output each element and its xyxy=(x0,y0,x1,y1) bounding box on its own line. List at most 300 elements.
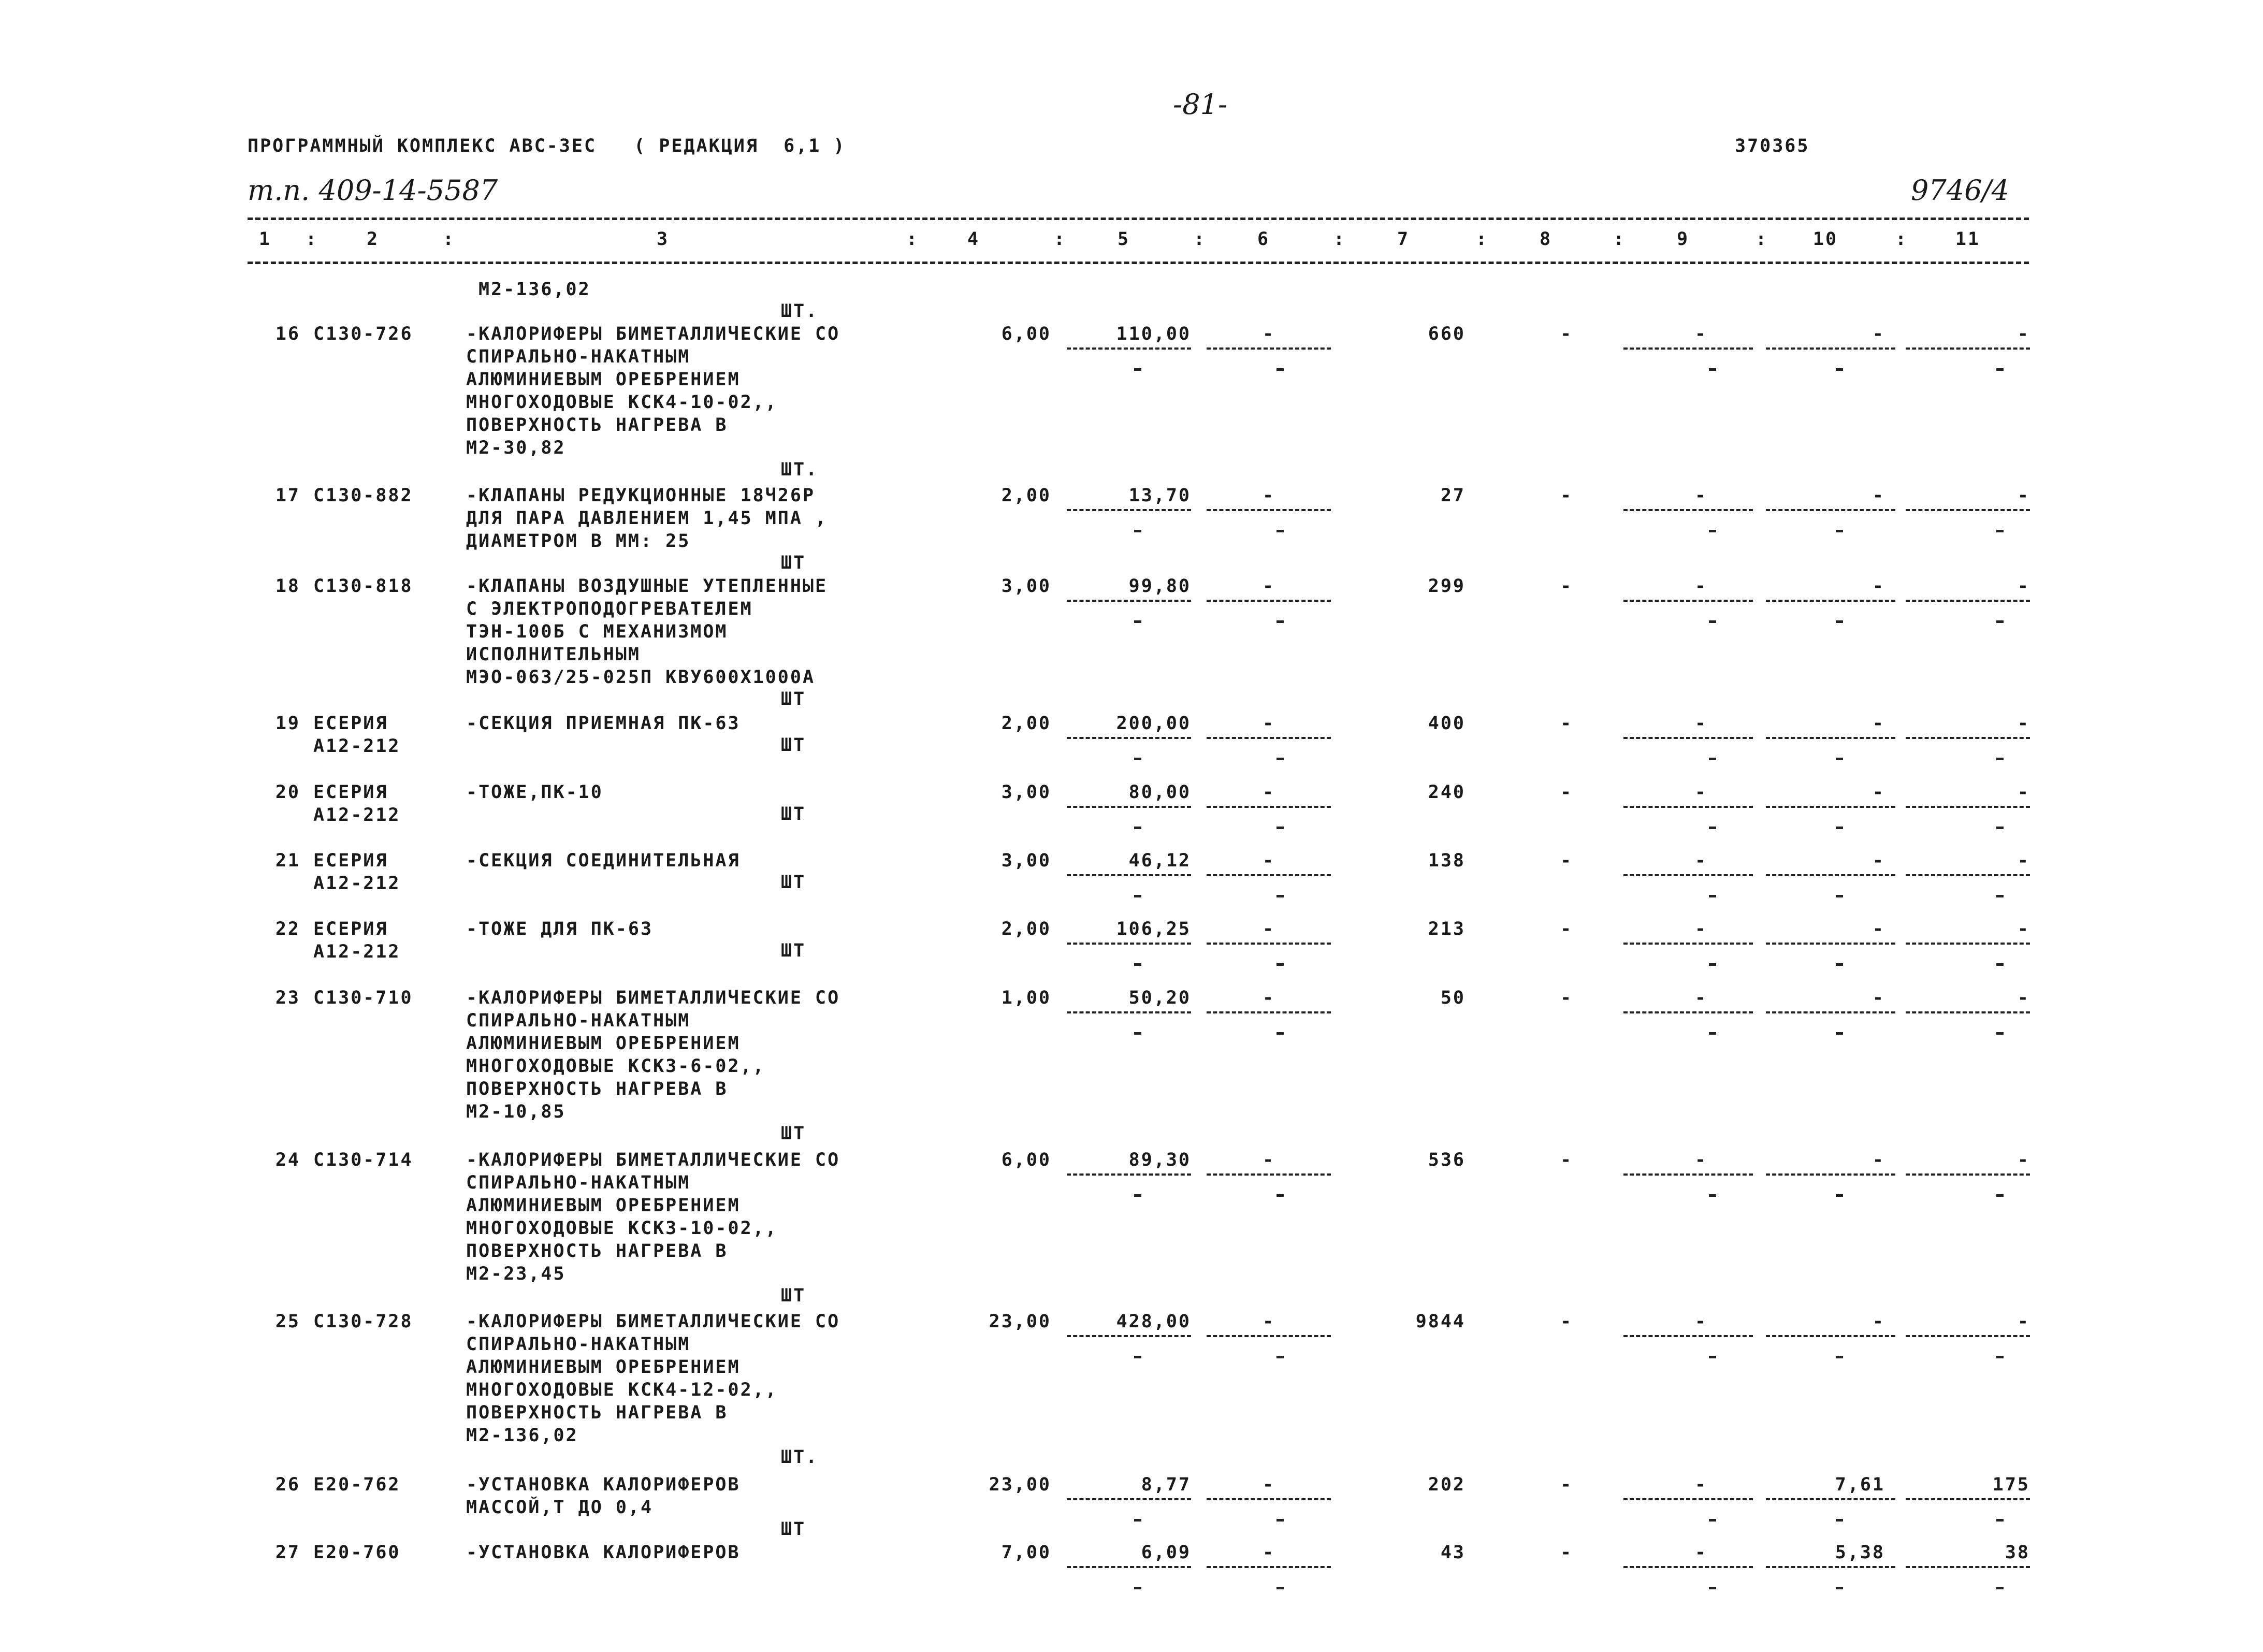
sub-rule xyxy=(1623,737,1753,739)
unit-of-measure: ШТ xyxy=(781,735,806,756)
col9-value: - xyxy=(1694,782,1708,803)
item-code: С130-710 xyxy=(313,988,413,1008)
dash-mark xyxy=(1709,1356,1716,1358)
item-description: М2-23,45 xyxy=(466,1264,566,1284)
carry-over-text: М2-136,02 xyxy=(478,279,591,300)
sub-rule xyxy=(1906,1335,2030,1337)
row-number: 20 xyxy=(275,782,300,803)
total-cost: 43 xyxy=(1440,1542,1466,1563)
dash-mark xyxy=(1996,1356,2004,1358)
item-description: СПИРАЛЬНО-НАКАТНЫМ xyxy=(466,1334,691,1355)
item-description: МАССОЙ,Т ДО 0,4 xyxy=(466,1497,654,1518)
dash-mark xyxy=(1709,620,1716,623)
quantity: 3,00 xyxy=(1001,850,1051,871)
sub-rule xyxy=(1906,1566,2030,1568)
item-description: -КЛАПАНЫ РЕДУКЦИОННЫЕ 18Ч26Р xyxy=(466,485,816,506)
dash-mark xyxy=(1276,827,1284,829)
col6-value: - xyxy=(1262,324,1275,344)
col8-value: - xyxy=(1560,919,1573,939)
col8-value: - xyxy=(1560,1474,1573,1495)
item-code: Е20-760 xyxy=(313,1542,401,1563)
sub-rule xyxy=(1207,1173,1331,1176)
total-cost: 27 xyxy=(1440,485,1466,506)
col8-value: - xyxy=(1560,485,1573,506)
quantity: 2,00 xyxy=(1001,713,1051,734)
col8-value: - xyxy=(1560,782,1573,803)
dash-mark xyxy=(1276,1194,1284,1197)
sub-rule xyxy=(1067,1498,1191,1500)
sub-rule xyxy=(1207,806,1331,808)
col11-value: - xyxy=(2017,1150,2030,1170)
total-cost: 400 xyxy=(1428,713,1466,734)
item-code: А12-212 xyxy=(313,736,401,757)
dash-mark xyxy=(1996,530,2004,532)
dash-mark xyxy=(1996,368,2004,371)
sub-rule xyxy=(1906,509,2030,511)
dash-mark xyxy=(1996,1032,2004,1035)
col6-value: - xyxy=(1262,782,1275,803)
col8-value: - xyxy=(1560,988,1573,1008)
item-description: -СЕКЦИЯ СОЕДИНИТЕЛЬНАЯ xyxy=(466,850,741,871)
dash-mark xyxy=(1836,620,1843,623)
column-separator: : xyxy=(306,229,318,250)
col6-value: - xyxy=(1262,1311,1275,1332)
col9-value: - xyxy=(1694,850,1708,871)
unit-of-measure: ШТ. xyxy=(781,459,819,480)
unit-of-measure: ШТ. xyxy=(781,1447,819,1468)
sub-rule xyxy=(1623,1011,1753,1013)
dash-mark xyxy=(1836,1519,1843,1521)
total-cost: 240 xyxy=(1428,782,1466,803)
unit-price: 8,77 xyxy=(1141,1474,1191,1495)
row-number: 16 xyxy=(275,324,300,344)
unit-price: 106,25 xyxy=(1116,919,1191,939)
dash-mark xyxy=(1836,827,1843,829)
column-header-4: 4 xyxy=(967,229,980,250)
dash-mark xyxy=(1134,368,1141,371)
col11-value: - xyxy=(2017,919,2030,939)
item-description: МНОГОХОДОВЫЕ КСК3-10-02,, xyxy=(466,1218,778,1239)
item-description: МЭО-063/25-025П КВУ600Х1000А xyxy=(466,667,816,688)
item-description: -КАЛОРИФЕРЫ БИМЕТАЛЛИЧЕСКИЕ СО xyxy=(466,1150,840,1170)
column-header-8: 8 xyxy=(1539,229,1553,250)
col9-value: - xyxy=(1694,1542,1708,1563)
item-description: ПОВЕРХНОСТЬ НАГРЕВА В xyxy=(466,415,728,436)
dash-mark xyxy=(1134,1587,1141,1589)
item-description: -КАЛОРИФЕРЫ БИМЕТАЛЛИЧЕСКИЕ СО xyxy=(466,988,840,1008)
column-header-6: 6 xyxy=(1257,229,1270,250)
unit-price: 50,20 xyxy=(1128,988,1191,1008)
item-description: ПОВЕРХНОСТЬ НАГРЕВА В xyxy=(466,1241,728,1262)
dash-mark xyxy=(1134,1519,1141,1521)
sheet-reference: 9746/4 xyxy=(1911,174,2009,207)
col8-value: - xyxy=(1560,1542,1573,1563)
column-header-3: 3 xyxy=(656,229,670,250)
sub-rule xyxy=(1766,737,1895,739)
sub-rule xyxy=(1766,1566,1895,1568)
quantity: 6,00 xyxy=(1001,324,1051,344)
dash-mark xyxy=(1996,1587,2004,1589)
total-cost: 660 xyxy=(1428,324,1466,344)
dash-mark xyxy=(1709,758,1716,760)
total-cost: 50 xyxy=(1440,988,1466,1008)
dash-mark xyxy=(1836,1587,1843,1589)
dash-mark xyxy=(1709,895,1716,897)
column-header-7: 7 xyxy=(1397,229,1410,250)
quantity: 2,00 xyxy=(1001,485,1051,506)
unit-of-measure: ШТ xyxy=(781,553,806,573)
row-number: 27 xyxy=(275,1542,300,1563)
unit-of-measure: ШТ xyxy=(781,804,806,824)
unit-of-measure: ШТ xyxy=(781,689,806,709)
dash-mark xyxy=(1276,895,1284,897)
dash-mark xyxy=(1996,620,2004,623)
sub-rule xyxy=(1766,806,1895,808)
unit-of-measure: ШТ xyxy=(781,940,806,961)
col11-value: - xyxy=(2017,324,2030,344)
col9-value: - xyxy=(1694,1474,1708,1495)
item-description: ДИАМЕТРОМ В ММ: 25 xyxy=(466,531,691,552)
col6-value: - xyxy=(1262,1474,1275,1495)
row-number: 21 xyxy=(275,850,300,871)
col6-value: - xyxy=(1262,988,1275,1008)
sub-rule xyxy=(1067,1566,1191,1568)
item-code: ЕСЕРИЯ xyxy=(313,850,388,871)
dash-mark xyxy=(1276,963,1284,966)
item-code: А12-212 xyxy=(313,873,401,894)
header-bottom-rule xyxy=(248,262,2029,264)
column-separator: : xyxy=(1476,229,1489,250)
item-description: М2-136,02 xyxy=(466,1425,578,1446)
row-number: 19 xyxy=(275,713,300,734)
program-title: ПРОГРАММНЫЙ КОМПЛЕКС АВС-3ЕС ( РЕДАКЦИЯ 6,1 ) xyxy=(248,136,846,156)
item-description: АЛЮМИНИЕВЫМ ОРЕБРЕНИЕМ xyxy=(466,1195,741,1216)
quantity: 23,00 xyxy=(989,1474,1051,1495)
item-code: С130-728 xyxy=(313,1311,413,1332)
col9-value: - xyxy=(1694,713,1708,734)
col9-value: - xyxy=(1694,324,1708,344)
item-description: ДЛЯ ПАРА ДАВЛЕНИЕМ 1,45 МПА , xyxy=(466,508,828,529)
col9-value: - xyxy=(1694,988,1708,1008)
dash-mark xyxy=(1276,530,1284,532)
column-separator: : xyxy=(906,229,919,250)
dash-mark xyxy=(1134,1194,1141,1197)
col8-value: - xyxy=(1560,324,1573,344)
unit-of-measure: ШТ xyxy=(781,1285,806,1306)
unit-price: 6,09 xyxy=(1141,1542,1191,1563)
item-description: СПИРАЛЬНО-НАКАТНЫМ xyxy=(466,1172,691,1193)
col6-value: - xyxy=(1262,1542,1275,1563)
dash-mark xyxy=(1996,963,2004,966)
item-description: ПОВЕРХНОСТЬ НАГРЕВА В xyxy=(466,1402,728,1423)
sub-rule xyxy=(1766,1011,1895,1013)
col10-value: 7,61 xyxy=(1835,1474,1885,1495)
sub-rule xyxy=(1067,347,1191,350)
col6-value: - xyxy=(1262,919,1275,939)
sub-rule xyxy=(1623,347,1753,350)
item-code: А12-212 xyxy=(313,941,401,962)
quantity: 3,00 xyxy=(1001,576,1051,597)
dash-mark xyxy=(1836,1356,1843,1358)
column-separator: : xyxy=(1613,229,1626,250)
sub-rule xyxy=(1906,600,2030,602)
col10-value: 5,38 xyxy=(1835,1542,1885,1563)
item-code: ЕСЕРИЯ xyxy=(313,919,388,939)
dash-mark xyxy=(1709,1519,1716,1521)
sub-rule xyxy=(1766,874,1895,876)
sub-rule xyxy=(1906,806,2030,808)
sub-rule xyxy=(1623,600,1753,602)
dash-mark xyxy=(1996,1194,2004,1197)
project-reference: т.п. 409-14-5587 xyxy=(248,174,498,207)
dash-mark xyxy=(1276,1587,1284,1589)
sub-rule xyxy=(1766,600,1895,602)
dash-mark xyxy=(1709,1194,1716,1197)
sub-rule xyxy=(1766,1335,1895,1337)
col10-value: - xyxy=(1872,1150,1885,1170)
sub-rule xyxy=(1623,806,1753,808)
col9-value: - xyxy=(1694,1311,1708,1332)
row-number: 22 xyxy=(275,919,300,939)
col11-value: 38 xyxy=(2005,1542,2030,1563)
sub-rule xyxy=(1067,1335,1191,1337)
item-code: А12-212 xyxy=(313,805,401,825)
item-description: -КАЛОРИФЕРЫ БИМЕТАЛЛИЧЕСКИЕ СО xyxy=(466,1311,840,1332)
col6-value: - xyxy=(1262,576,1275,597)
sub-rule xyxy=(1207,1498,1331,1500)
dash-mark xyxy=(1134,1032,1141,1035)
col11-value: - xyxy=(2017,485,2030,506)
sub-rule xyxy=(1766,943,1895,945)
dash-mark xyxy=(1836,1032,1843,1035)
col9-value: - xyxy=(1694,1150,1708,1170)
col11-value: - xyxy=(2017,576,2030,597)
item-code: Е20-762 xyxy=(313,1474,401,1495)
sub-rule xyxy=(1623,1335,1753,1337)
col10-value: - xyxy=(1872,782,1885,803)
carry-over-unit: ШТ. xyxy=(781,301,819,322)
column-separator: : xyxy=(1756,229,1768,250)
dash-mark xyxy=(1276,1032,1284,1035)
sub-rule xyxy=(1906,874,2030,876)
unit-price: 428,00 xyxy=(1116,1311,1191,1332)
quantity: 23,00 xyxy=(989,1311,1051,1332)
unit-price: 99,80 xyxy=(1128,576,1191,597)
row-number: 18 xyxy=(275,576,300,597)
item-description: -УСТАНОВКА КАЛОРИФЕРОВ xyxy=(466,1474,741,1495)
col11-value: - xyxy=(2017,1311,2030,1332)
page-number: -81- xyxy=(1173,88,1228,121)
col8-value: - xyxy=(1560,1150,1573,1170)
row-number: 23 xyxy=(275,988,300,1008)
col10-value: - xyxy=(1872,713,1885,734)
unit-of-measure: ШТ xyxy=(781,1519,806,1540)
quantity: 2,00 xyxy=(1001,919,1051,939)
col10-value: - xyxy=(1872,850,1885,871)
dash-mark xyxy=(1276,1519,1284,1521)
dash-mark xyxy=(1996,758,2004,760)
dash-mark xyxy=(1709,963,1716,966)
unit-of-measure: ШТ xyxy=(781,872,806,893)
quantity: 6,00 xyxy=(1001,1150,1051,1170)
dash-mark xyxy=(1709,1032,1716,1035)
sub-rule xyxy=(1207,347,1331,350)
dash-mark xyxy=(1836,895,1843,897)
item-description: МНОГОХОДОВЫЕ КСК4-10-02,, xyxy=(466,392,778,413)
document-code: 370365 xyxy=(1735,136,1810,156)
item-code: С130-818 xyxy=(313,576,413,597)
sub-rule xyxy=(1906,737,2030,739)
dash-mark xyxy=(1276,1356,1284,1358)
sub-rule xyxy=(1766,1173,1895,1176)
unit-price: 110,00 xyxy=(1116,324,1191,344)
col10-value: - xyxy=(1872,576,1885,597)
total-cost: 213 xyxy=(1428,919,1466,939)
col10-value: - xyxy=(1872,485,1885,506)
item-description: -УСТАНОВКА КАЛОРИФЕРОВ xyxy=(466,1542,741,1563)
dash-mark xyxy=(1276,620,1284,623)
column-header-1: 1 xyxy=(258,229,272,250)
dash-mark xyxy=(1276,368,1284,371)
item-code: ЕСЕРИЯ xyxy=(313,782,388,803)
item-code: С130-714 xyxy=(313,1150,413,1170)
column-header-5: 5 xyxy=(1117,229,1130,250)
sub-rule xyxy=(1207,600,1331,602)
sub-rule xyxy=(1623,943,1753,945)
item-description: МНОГОХОДОВЫЕ КСК3-6-02,, xyxy=(466,1056,765,1077)
dash-mark xyxy=(1276,758,1284,760)
column-separator: : xyxy=(1054,229,1067,250)
total-cost: 299 xyxy=(1428,576,1466,597)
dash-mark xyxy=(1836,758,1843,760)
unit-price: 80,00 xyxy=(1128,782,1191,803)
sub-rule xyxy=(1623,509,1753,511)
dash-mark xyxy=(1134,895,1141,897)
unit-price: 89,30 xyxy=(1128,1150,1191,1170)
item-description: -СЕКЦИЯ ПРИЕМНАЯ ПК-63 xyxy=(466,713,741,734)
sub-rule xyxy=(1067,1011,1191,1013)
column-header-2: 2 xyxy=(366,229,380,250)
col6-value: - xyxy=(1262,713,1275,734)
sub-rule xyxy=(1906,1173,2030,1176)
col8-value: - xyxy=(1560,850,1573,871)
sub-rule xyxy=(1766,1498,1895,1500)
sub-rule xyxy=(1067,600,1191,602)
total-cost: 536 xyxy=(1428,1150,1466,1170)
sub-rule xyxy=(1766,509,1895,511)
sub-rule xyxy=(1766,347,1895,350)
column-separator: : xyxy=(1895,229,1908,250)
sub-rule xyxy=(1623,1498,1753,1500)
col10-value: - xyxy=(1872,988,1885,1008)
header-top-rule xyxy=(248,218,2029,220)
sub-rule xyxy=(1207,737,1331,739)
dash-mark xyxy=(1836,963,1843,966)
sub-rule xyxy=(1906,943,2030,945)
dash-mark xyxy=(1836,1194,1843,1197)
sub-rule xyxy=(1207,1011,1331,1013)
quantity: 1,00 xyxy=(1001,988,1051,1008)
sub-rule xyxy=(1207,943,1331,945)
sub-rule xyxy=(1906,1498,2030,1500)
item-description: ТЭН-100Б С МЕХАНИЗМОМ xyxy=(466,621,728,642)
column-separator: : xyxy=(1333,229,1346,250)
col6-value: - xyxy=(1262,850,1275,871)
item-description: АЛЮМИНИЕВЫМ ОРЕБРЕНИЕМ xyxy=(466,369,741,390)
item-code: С130-726 xyxy=(313,324,413,344)
sub-rule xyxy=(1067,509,1191,511)
row-number: 26 xyxy=(275,1474,300,1495)
sub-rule xyxy=(1207,1335,1331,1337)
dash-mark xyxy=(1996,827,2004,829)
item-description: С ЭЛЕКТРОПОДОГРЕВАТЕЛЕМ xyxy=(466,599,753,619)
col10-value: - xyxy=(1872,1311,1885,1332)
column-header-9: 9 xyxy=(1676,229,1690,250)
item-description: МНОГОХОДОВЫЕ КСК4-12-02,, xyxy=(466,1380,778,1400)
col10-value: - xyxy=(1872,919,1885,939)
row-number: 24 xyxy=(275,1150,300,1170)
col6-value: - xyxy=(1262,485,1275,506)
quantity: 3,00 xyxy=(1001,782,1051,803)
sub-rule xyxy=(1623,1566,1753,1568)
item-description: АЛЮМИНИЕВЫМ ОРЕБРЕНИЕМ xyxy=(466,1033,741,1054)
col9-value: - xyxy=(1694,576,1708,597)
column-separator: : xyxy=(443,229,456,250)
sub-rule xyxy=(1207,509,1331,511)
item-description: СПИРАЛЬНО-НАКАТНЫМ xyxy=(466,346,691,367)
row-number: 25 xyxy=(275,1311,300,1332)
sub-rule xyxy=(1623,1173,1753,1176)
dash-mark xyxy=(1134,758,1141,760)
item-description: -ТОЖЕ,ПК-10 xyxy=(466,782,603,803)
item-description: М2-30,82 xyxy=(466,438,566,458)
col11-value: - xyxy=(2017,713,2030,734)
dash-mark xyxy=(1709,1587,1716,1589)
col11-value: - xyxy=(2017,782,2030,803)
column-separator: : xyxy=(1194,229,1207,250)
col8-value: - xyxy=(1560,713,1573,734)
dash-mark xyxy=(1836,368,1843,371)
col6-value: - xyxy=(1262,1150,1275,1170)
dash-mark xyxy=(1134,530,1141,532)
column-header-row xyxy=(0,228,2263,254)
item-description: АЛЮМИНИЕВЫМ ОРЕБРЕНИЕМ xyxy=(466,1357,741,1378)
sub-rule xyxy=(1067,737,1191,739)
dash-mark xyxy=(1134,963,1141,966)
col10-value: - xyxy=(1872,324,1885,344)
total-cost: 202 xyxy=(1428,1474,1466,1495)
item-description: СПИРАЛЬНО-НАКАТНЫМ xyxy=(466,1010,691,1031)
dash-mark xyxy=(1709,530,1716,532)
item-description: -КЛАПАНЫ ВОЗДУШНЫЕ УТЕПЛЕННЫЕ xyxy=(466,576,828,597)
col9-value: - xyxy=(1694,485,1708,506)
col8-value: - xyxy=(1560,1311,1573,1332)
item-code: С130-882 xyxy=(313,485,413,506)
sub-rule xyxy=(1207,1566,1331,1568)
dash-mark xyxy=(1996,895,2004,897)
col11-value: - xyxy=(2017,988,2030,1008)
item-code: ЕСЕРИЯ xyxy=(313,713,388,734)
total-cost: 9844 xyxy=(1415,1311,1466,1332)
unit-of-measure: ШТ xyxy=(781,1123,806,1144)
sub-rule xyxy=(1207,874,1331,876)
dash-mark xyxy=(1709,368,1716,371)
column-header-10: 10 xyxy=(1812,229,1838,250)
column-header-11: 11 xyxy=(1955,229,1981,250)
dash-mark xyxy=(1836,530,1843,532)
sub-rule xyxy=(1906,347,2030,350)
item-description: -КАЛОРИФЕРЫ БИМЕТАЛЛИЧЕСКИЕ СО xyxy=(466,324,840,344)
